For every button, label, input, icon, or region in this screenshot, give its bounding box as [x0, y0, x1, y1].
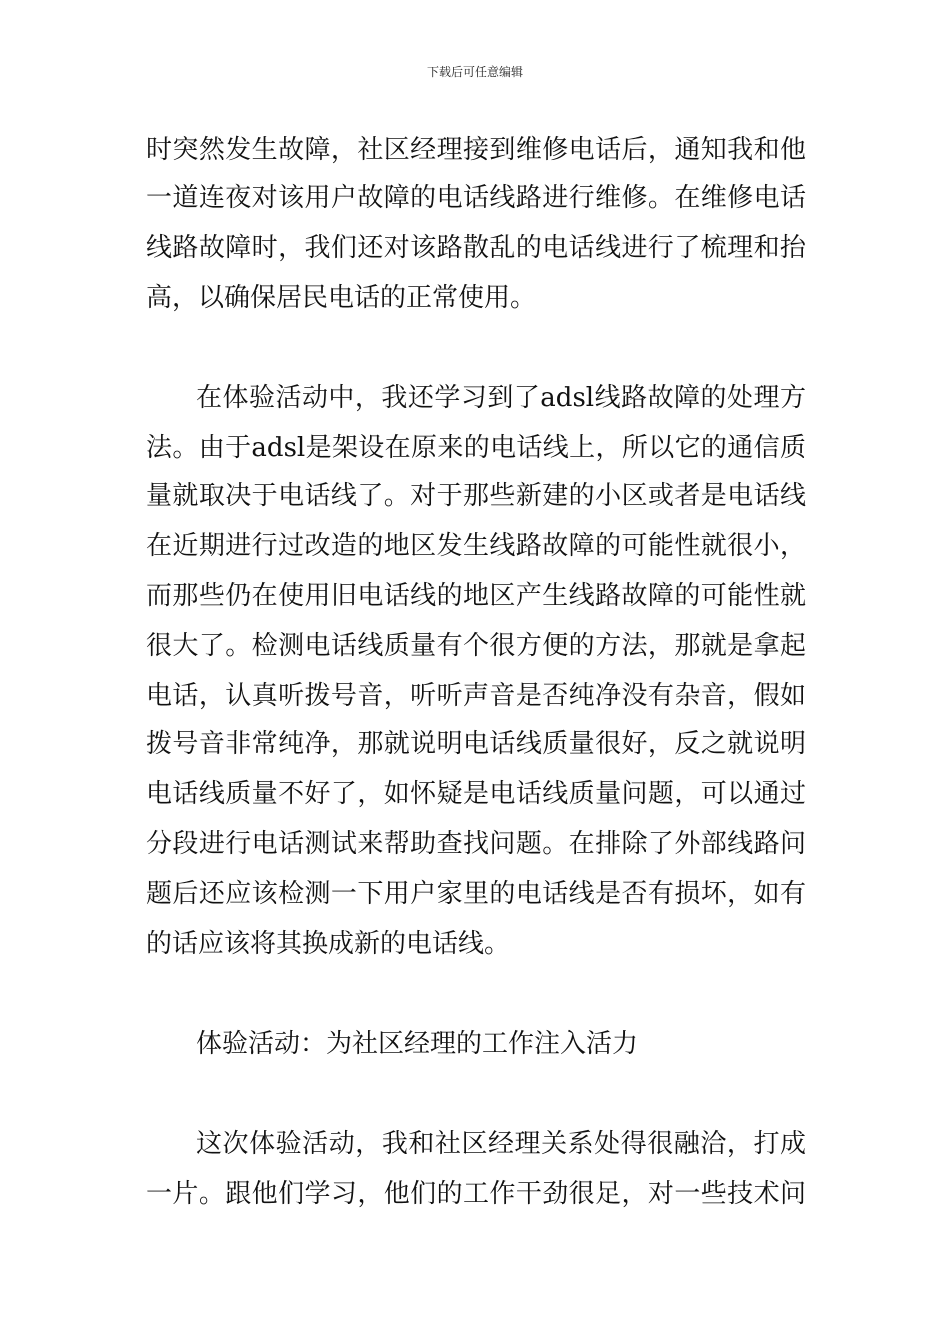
p2-line-12: 的话应该将其换成新的电话线。	[146, 929, 511, 959]
p4-line-1: 这次体验活动，我和社区经理关系处得很融洽，打成	[196, 1129, 806, 1159]
p2-line-2: 法。由于adsl是架设在原来的电话线上，所以它的通信质	[146, 433, 806, 463]
p2-line-7: 电话，认真听拨号音，听听声音是否纯净没有杂音，假如	[146, 681, 806, 711]
p2-line-3: 量就取决于电话线了。对于那些新建的小区或者是电话线	[146, 481, 806, 511]
p1-line-1: 时突然发生故障，社区经理接到维修电话后，通知我和他	[146, 135, 806, 165]
p2-line-9: 电话线质量不好了，如怀疑是电话线质量问题，可以通过	[146, 779, 806, 809]
p2-line-4: 在近期进行过改造的地区发生线路故障的可能性就很小，	[146, 531, 806, 561]
p2-line-5: 而那些仍在使用旧电话线的地区产生线路故障的可能性就	[146, 581, 806, 611]
p1-line-4: 高，以确保居民电话的正常使用。	[146, 283, 537, 313]
p2-line-10: 分段进行电话测试来帮助查找问题。在排除了外部线路问	[146, 829, 806, 859]
p2-line-8: 拨号音非常纯净，那就说明电话线质量很好，反之就说明	[146, 729, 806, 759]
header-note: 下载后可任意编辑	[426, 65, 523, 79]
p2-line-6: 很大了。检测电话线质量有个很方便的方法，那就是拿起	[146, 631, 806, 661]
p1-line-2: 一道连夜对该用户故障的电话线路进行维修。在维修电话	[146, 183, 806, 213]
section-heading: 体验活动：为社区经理的工作注入活力	[196, 1029, 639, 1059]
p1-line-3: 线路故障时，我们还对该路散乱的电话线进行了梳理和抬	[146, 233, 806, 263]
p2-line-1: 在体验活动中，我还学习到了adsl线路故障的处理方	[196, 383, 806, 413]
p4-line-2: 一片。跟他们学习，他们的工作干劲很足，对一些技术问	[146, 1179, 806, 1209]
p2-line-11: 题后还应该检测一下用户家里的电话线是否有损坏，如有	[146, 879, 806, 909]
